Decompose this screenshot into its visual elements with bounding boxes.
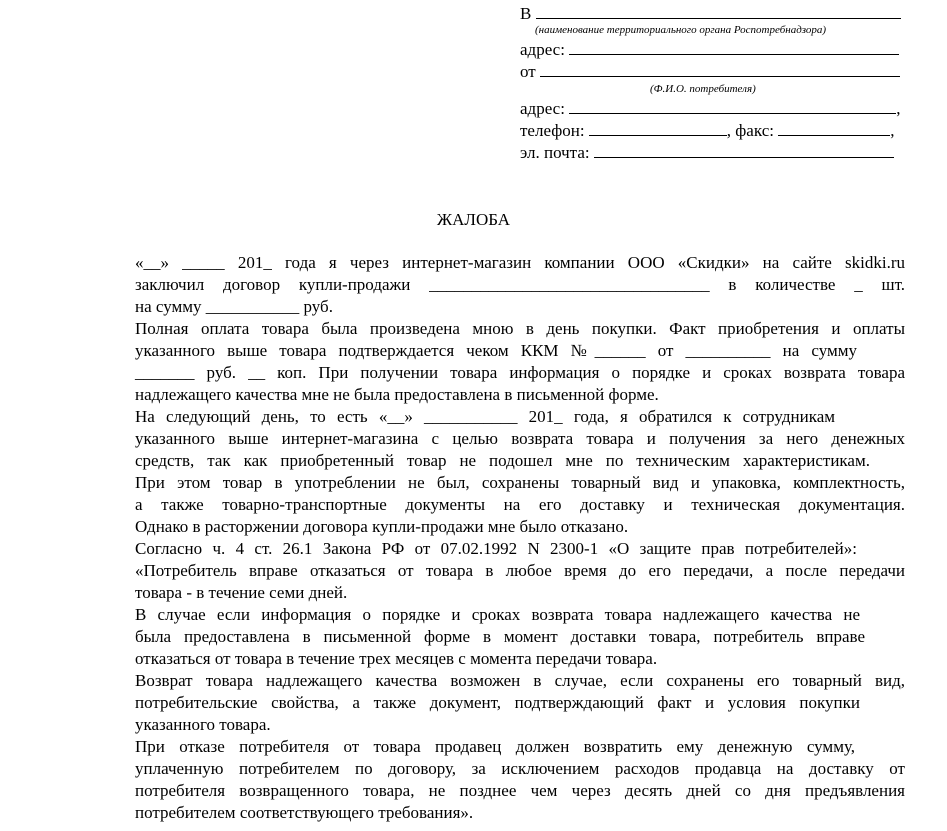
sender-hint: (Ф.И.О. потребителя) bbox=[650, 83, 756, 95]
body-line: а также товарно-транспортные документы на его доставку и техническая документация. bbox=[135, 495, 905, 514]
body-line: Однако в расторжении договора купли-продажи мне было отказано. bbox=[135, 517, 629, 536]
recipient-hint: (наименование территориального органа Роспотребнадзора) bbox=[535, 24, 827, 36]
sender-label: от bbox=[520, 62, 536, 81]
body-line: потребительские свойства, а также документ, подтверждающий факт и условия покупки bbox=[135, 693, 860, 712]
sender-address-row bbox=[520, 99, 900, 119]
recipient-address-label: адрес: bbox=[520, 40, 565, 59]
document-title: ЖАЛОБА bbox=[436, 210, 511, 229]
body-line: «__» _____ 201_ года я через интернет-магазин компании ООО «Скидки» на сайте skidki.ru bbox=[135, 253, 905, 272]
body-line: указанного товара. bbox=[135, 715, 271, 734]
body-line: средств, так как приобретенный товар не подошел мне по техническим характеристикам. bbox=[135, 451, 870, 470]
body-line: надлежащего качества мне не была предоставлена в письменной форме. bbox=[135, 385, 659, 404]
body-line: потребителем соответствующего требования». bbox=[135, 803, 474, 822]
email-label: эл. почта: bbox=[520, 143, 590, 162]
body-line: _______ руб. __ коп. При получении товара информация о порядке и сроках возврата товара bbox=[135, 363, 905, 382]
recipient-label: В bbox=[520, 4, 532, 23]
phone-field[interactable] bbox=[589, 121, 727, 136]
body-line: При этом товар в употреблении не был, сохранены товарный вид и упаковка, комплектность, bbox=[135, 473, 905, 492]
body-line: В случае если информация о порядке и сроках возврата товара надлежащего качества не bbox=[135, 605, 860, 624]
body-line: заключил договор купли-продажи _________________________________ в количестве _ шт. bbox=[135, 275, 905, 294]
body-line: Полная оплата товара была произведена мною в день покупки. Факт приобретения и оплаты bbox=[135, 319, 905, 338]
recipient-row bbox=[520, 4, 901, 24]
body-line: Возврат товара надлежащего качества возможен в случае, если сохранены его товарный вид, bbox=[135, 671, 905, 690]
recipient-address-field[interactable] bbox=[569, 40, 899, 55]
body-line: была предоставлена в письменной форме в момент доставки товара, потребитель вправе bbox=[135, 627, 865, 646]
body-line: уплаченную потребителем по договору, за исключением расходов продавца на доставку от bbox=[135, 759, 905, 778]
email-field[interactable] bbox=[594, 143, 894, 158]
body-line: На следующий день, то есть «__» ___________ 201_ года, я обратился к сотрудникам bbox=[135, 407, 835, 426]
fax-field[interactable] bbox=[778, 121, 890, 136]
phone-label: телефон: bbox=[520, 121, 585, 140]
complaint-body bbox=[135, 252, 905, 824]
body-line: указанного выше товара подтверждается чеком ККМ №______ от __________ на сумму bbox=[135, 341, 857, 360]
body-line: отказаться от товара в течение трех месяцев с момента передачи товара. bbox=[135, 649, 658, 668]
sender-address-field[interactable] bbox=[569, 99, 896, 114]
sender-name-field[interactable] bbox=[540, 62, 900, 77]
body-line: товара - в течение семи дней. bbox=[135, 583, 348, 602]
body-line: на сумму ___________ руб. bbox=[135, 297, 333, 316]
body-line: Согласно ч. 4 ст. 26.1 Закона РФ от 07.02.1992 N 2300-1 «О защите прав потребителей»: bbox=[135, 539, 857, 558]
recipient-address-row bbox=[520, 40, 899, 60]
sender-row bbox=[520, 62, 900, 82]
body-line: потребителя возвращенного товара, не позднее чем через десять дней со дня предъявления bbox=[135, 781, 905, 800]
recipient-field[interactable] bbox=[536, 4, 901, 19]
email-row bbox=[520, 143, 894, 163]
contact-row bbox=[520, 121, 894, 141]
body-line: При отказе потребителя от товара продавец должен возвратить ему денежную сумму, bbox=[135, 737, 855, 756]
sender-address-comma: , bbox=[896, 99, 901, 118]
sender-address-label: адрес: bbox=[520, 99, 565, 118]
body-line: указанного выше интернет-магазина с целью возврата товара и получения за него денежных bbox=[135, 429, 905, 448]
body-line: «Потребитель вправе отказаться от товара в любое время до его передачи, а после передачи bbox=[135, 561, 905, 580]
fax-label: , факс: bbox=[726, 121, 774, 140]
fax-comma: , bbox=[890, 121, 895, 140]
